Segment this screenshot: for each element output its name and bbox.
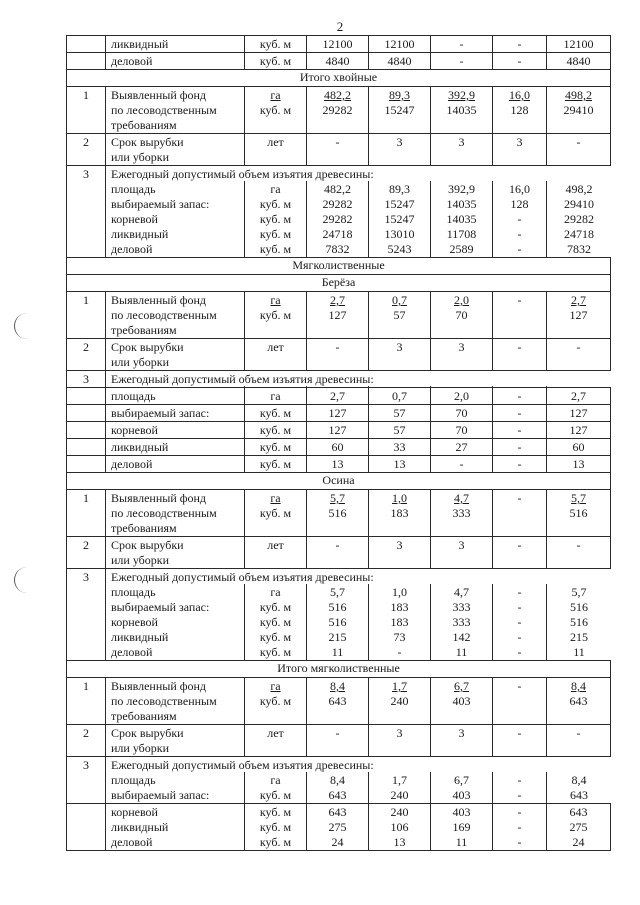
total-value-cell: -	[306, 339, 368, 370]
value-col-1-cell: 33	[368, 439, 430, 455]
table-row	[66, 165, 611, 257]
value-col-1-cell: 1,7 240	[368, 757, 430, 803]
indicator-cell: ликвидный	[105, 36, 244, 52]
value-col-1-cell: 57	[368, 422, 430, 438]
table-row	[66, 86, 611, 133]
value-col-2-cell: 392,9 14035 14035 11708 2589	[430, 166, 492, 257]
row-number-cell: 3	[66, 757, 105, 803]
value-col-3-cell: -	[492, 53, 546, 69]
value-col-3-cell: -	[492, 405, 546, 421]
total-value-cell: 13	[306, 456, 368, 472]
value-col-2-cell: -	[430, 53, 492, 69]
summary-value-cell: 8,4 643	[546, 678, 611, 724]
indicator-cell: выбираемый запас:	[105, 405, 244, 421]
value-col-1-cell: 0,7	[368, 388, 430, 404]
row-number-cell	[66, 439, 105, 455]
value-col-3-cell: 3	[492, 134, 546, 165]
total-value-cell: 8,4 643	[306, 678, 368, 724]
section-heading-row	[66, 257, 611, 274]
summary-value-cell: 498,2 29410	[546, 87, 611, 133]
unit-cell: куб. м	[244, 456, 306, 472]
value-col-2-cell: 403 169 11	[430, 804, 492, 850]
value-col-3-cell: 16,0 128 - - -	[492, 166, 546, 257]
total-value-cell: -	[306, 537, 368, 568]
value-col-3-cell: 16,0 128	[492, 87, 546, 133]
value-col-2-cell: 3	[430, 339, 492, 370]
summary-value-cell: 5,7 516 516 215 11	[546, 569, 611, 660]
value-col-2-cell: 6,7 403	[430, 757, 492, 803]
value-col-1-cell: 89,3 15247	[368, 87, 430, 133]
section-heading-row	[66, 69, 611, 86]
value-col-2-cell: 6,7 403	[430, 678, 492, 724]
unit-cell: лет	[244, 725, 306, 756]
table-row	[66, 338, 611, 370]
value-col-1-cell: 1,0 183 183 73 -	[368, 569, 430, 660]
value-col-2-cell: 3	[430, 725, 492, 756]
total-value-cell: 2,7	[306, 388, 368, 404]
unit-cell: куб. м	[244, 405, 306, 421]
summary-value-cell: 60	[546, 439, 611, 455]
table-row	[66, 133, 611, 165]
table-row	[66, 536, 611, 568]
unit-cell: куб. м	[244, 36, 306, 52]
summary-value-cell: 498,2 29410 29282 24718 7832	[546, 166, 611, 257]
section-heading: Итого мягколиственные	[66, 661, 611, 677]
row-number-cell	[66, 456, 105, 472]
indicator-cell: Срок вырубки или уборки	[105, 725, 244, 756]
total-value-cell: 482,2 29282	[306, 87, 368, 133]
indicator-cell: площадь выбираемый запас: корневой ликвидный деловой	[105, 569, 244, 660]
section-heading: Мягколиственные	[66, 258, 611, 274]
section-heading: Итого хвойные	[66, 70, 611, 86]
value-col-3-cell: -	[492, 292, 546, 338]
summary-value-cell: 4840	[546, 53, 611, 69]
indicator-cell: площадь выбираемый запас:	[105, 757, 244, 803]
annual-volume-caption: Ежегодный допустимый объем изъятия древесины:	[111, 570, 374, 584]
indicator-cell: Срок вырубки или уборки	[105, 134, 244, 165]
value-col-2-cell: 4,7 333 333 142 11	[430, 569, 492, 660]
value-col-2-cell: 27	[430, 439, 492, 455]
summary-value-cell: 127	[546, 405, 611, 421]
unit-cell: лет	[244, 537, 306, 568]
summary-value-cell: 13	[546, 456, 611, 472]
total-value-cell: 60	[306, 439, 368, 455]
value-col-2-cell: 2,0 70	[430, 292, 492, 338]
unit-cell: куб. м	[244, 422, 306, 438]
row-number-cell: 1	[66, 87, 105, 133]
indicator-cell: ликвидный	[105, 439, 244, 455]
value-col-3-cell: -	[492, 678, 546, 724]
summary-value-cell: -	[546, 537, 611, 568]
value-col-1-cell: 12100	[368, 36, 430, 52]
total-value-cell: 8,4 643	[306, 757, 368, 803]
summary-value-cell: 8,4 643	[546, 757, 611, 803]
summary-value-cell: 2,7	[546, 388, 611, 404]
section-heading-row	[66, 660, 611, 677]
value-col-3-cell: - -	[492, 757, 546, 803]
unit-cell: га куб. м	[244, 678, 306, 724]
row-number-cell	[66, 53, 105, 69]
table-row	[66, 803, 611, 851]
row-number-cell: 1	[66, 490, 105, 536]
summary-value-cell: -	[546, 725, 611, 756]
total-value-cell: 5,7 516 516 215 11	[306, 569, 368, 660]
value-col-1-cell: 3	[368, 339, 430, 370]
summary-value-cell: 2,7 127	[546, 292, 611, 338]
unit-cell: га куб. м	[244, 757, 306, 803]
summary-value-cell: 643 275 24	[546, 804, 611, 850]
unit-cell: га куб. м куб. м куб. м куб. м	[244, 569, 306, 660]
value-col-1-cell: 4840	[368, 53, 430, 69]
indicator-cell: корневой	[105, 422, 244, 438]
value-col-3-cell: -	[492, 388, 546, 404]
unit-cell: га куб. м	[244, 490, 306, 536]
section-heading: Берёза	[66, 275, 611, 291]
unit-cell: га куб. м куб. м куб. м куб. м	[244, 166, 306, 257]
forest-fund-table	[66, 35, 611, 851]
table-row	[66, 370, 611, 387]
indicator-cell: Выявленный фонд по лесоводственным требованиям	[105, 292, 244, 338]
value-col-2-cell: 392,9 14035	[430, 87, 492, 133]
value-col-3-cell: -	[492, 36, 546, 52]
unit-cell: лет	[244, 134, 306, 165]
table-row	[66, 35, 611, 52]
value-col-2-cell: -	[430, 456, 492, 472]
summary-value-cell: 5,7 516	[546, 490, 611, 536]
indicator-cell: площадь выбираемый запас: корневой ликвидный деловой	[105, 166, 244, 257]
value-col-1-cell: 3	[368, 537, 430, 568]
margin-mark	[14, 313, 27, 339]
annual-volume-caption: Ежегодный допустимый объем изъятия древесины:	[111, 758, 374, 772]
value-col-3-cell: -	[492, 725, 546, 756]
value-col-2-cell: -	[430, 36, 492, 52]
total-value-cell: 5,7 516	[306, 490, 368, 536]
total-value-cell: 127	[306, 405, 368, 421]
row-number-cell	[66, 388, 105, 404]
table-row	[66, 421, 611, 438]
section-heading: Осина	[66, 473, 611, 489]
table-row	[66, 568, 611, 660]
unit-cell: га куб. м	[244, 292, 306, 338]
value-col-3-cell: - - - - -	[492, 569, 546, 660]
unit-cell: га	[244, 388, 306, 404]
row-number-cell	[66, 804, 105, 850]
total-value-cell: 482,2 29282 29282 24718 7832	[306, 166, 368, 257]
table-row	[66, 724, 611, 756]
value-col-3-cell: -	[492, 537, 546, 568]
value-col-1-cell: 57	[368, 405, 430, 421]
total-value-cell: -	[306, 134, 368, 165]
total-value-cell: 643 275 24	[306, 804, 368, 850]
total-value-cell: 2,7 127	[306, 292, 368, 338]
summary-value-cell: -	[546, 339, 611, 370]
total-value-cell: 12100	[306, 36, 368, 52]
margin-mark	[14, 567, 27, 593]
value-col-3-cell: -	[492, 490, 546, 536]
summary-value-cell: -	[546, 134, 611, 165]
table-row	[66, 291, 611, 338]
annual-volume-caption: Ежегодный допустимый объем изъятия древесины:	[111, 167, 374, 181]
value-col-2-cell: 70	[430, 405, 492, 421]
indicator-cell: Выявленный фонд по лесоводственным требованиям	[105, 490, 244, 536]
indicator-cell: Срок вырубки или уборки	[105, 339, 244, 370]
unit-cell: лет	[244, 339, 306, 370]
row-number-cell: 2	[66, 134, 105, 165]
indicator-cell: Выявленный фонд по лесоводственным требованиям	[105, 678, 244, 724]
table-row	[66, 677, 611, 724]
value-col-1-cell: 1,0 183	[368, 490, 430, 536]
row-number-cell: 2	[66, 725, 105, 756]
value-col-3-cell: -	[492, 456, 546, 472]
table-row	[66, 404, 611, 421]
indicator-cell: деловой	[105, 53, 244, 69]
indicator-cell: Срок вырубки или уборки	[105, 537, 244, 568]
unit-cell: куб. м	[244, 53, 306, 69]
table-row	[66, 756, 611, 803]
row-number-cell: 3	[66, 371, 105, 387]
value-col-2-cell: 3	[430, 537, 492, 568]
row-number-cell: 3	[66, 166, 105, 257]
row-number-cell: 2	[66, 537, 105, 568]
unit-cell: га куб. м	[244, 87, 306, 133]
value-col-3-cell: -	[492, 339, 546, 370]
total-value-cell: -	[306, 725, 368, 756]
value-col-2-cell: 3	[430, 134, 492, 165]
value-col-1-cell: 3	[368, 134, 430, 165]
summary-value-cell: 12100	[546, 36, 611, 52]
value-col-1-cell: 13	[368, 456, 430, 472]
row-number-cell: 2	[66, 339, 105, 370]
row-number-cell: 1	[66, 678, 105, 724]
row-number-cell: 1	[66, 292, 105, 338]
indicator-cell: корневой ликвидный деловой	[105, 804, 244, 850]
unit-cell: куб. м	[244, 439, 306, 455]
row-number-cell	[66, 422, 105, 438]
value-col-2-cell: 4,7 333	[430, 490, 492, 536]
indicator-cell: деловой	[105, 456, 244, 472]
table-row	[66, 52, 611, 69]
table-row	[66, 387, 611, 404]
value-col-2-cell: 70	[430, 422, 492, 438]
annual-volume-caption: Ежегодный допустимый объем изъятия древесины:	[111, 372, 374, 386]
value-col-1-cell: 1,7 240	[368, 678, 430, 724]
table-row	[66, 489, 611, 536]
value-col-1-cell: 0,7 57	[368, 292, 430, 338]
summary-value-cell: 127	[546, 422, 611, 438]
value-col-1-cell: 240 106 13	[368, 804, 430, 850]
unit-cell: куб. м куб. м куб. м	[244, 804, 306, 850]
value-col-1-cell: 89,3 15247 15247 13010 5243	[368, 166, 430, 257]
section-heading-row	[66, 472, 611, 489]
page-number: 2	[336, 19, 344, 34]
table-row	[66, 455, 611, 472]
value-col-3-cell: -	[492, 439, 546, 455]
indicator-cell: площадь	[105, 388, 244, 404]
row-number-cell: 3	[66, 569, 105, 660]
total-value-cell: 127	[306, 422, 368, 438]
value-col-3-cell: - - -	[492, 804, 546, 850]
row-number-cell	[66, 36, 105, 52]
row-number-cell	[66, 405, 105, 421]
value-col-2-cell: 2,0	[430, 388, 492, 404]
indicator-cell: Выявленный фонд по лесоводственным требованиям	[105, 87, 244, 133]
section-heading-row	[66, 274, 611, 291]
value-col-3-cell: -	[492, 422, 546, 438]
table-row	[66, 438, 611, 455]
total-value-cell: 4840	[306, 53, 368, 69]
value-col-1-cell: 3	[368, 725, 430, 756]
